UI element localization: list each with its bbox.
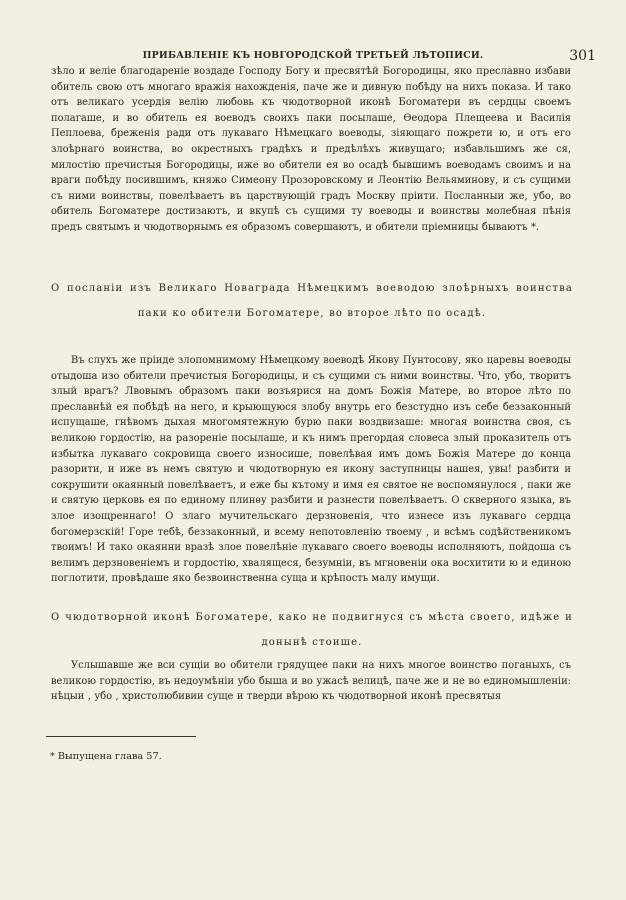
paragraph-block — [51, 353, 571, 587]
footnote: * Выпущена глава 57. — [50, 751, 162, 762]
footnote-divider — [46, 736, 196, 737]
paragraph-continuation — [51, 64, 571, 236]
paragraph-text: Услышавше же вси сущіи во обители грядущее паки на нихъ многое воинство поганыхъ, съ великою гордостію, въ недоумѣніи убо быша и во ужасѣ велицѣ, паче же и не во единомышленіи: нѣцыи , убо , христолюбивии суще и тверди вѣрою къ чюдотворной иконѣ пресвятыя — [51, 660, 571, 703]
chapter-heading: О чюдотворной иконѣ Богоматере, како не подвигнуся съ мѣста своего, идѣже и донынѣ стоише. — [51, 612, 573, 648]
page-number: 301 — [569, 48, 596, 64]
paragraph-text: зѣло и веліе благодареніе воздаде Господу Богу и пресвятѣй Богородицы, яко преславно избави обитель свою отъ многаго вражія нахожденія, паче же и дивную побѣду на нихъ показа. И тако отъ великаго усердія велію любовь къ чюдотворной иконѣ Богоматери въ сердцы своемъ полагаше, и во обитель ея воеводъ своихъ паки посылаше, Ѳеодора Плещеева и Василія Пеплоева, бреженія ради отъ лукаваго Нѣмецкаго воеводы, зіяющаго пожрети ю, и отъ его злоѣрнаго воинства, во окрестныхъ градѣхъ и предѣлѣхъ живущаго; избавльшимъ же ся, милостію пречистыя Богородицы, иже во обители ея во осадѣ бывшимъ воеводамъ своимъ и на враги побѣду посившимъ, княжо Симеону Прозоровскому и Леонтію Вельяминову, и съ сущими съ ними воинствы, повелѣваетъ въ царствующій градъ Москву пріити. Посланныи же, убо, во обитель Богоматере достизаютъ, и вкупѣ съ сущими ту воеводы и воинствы молебная пѣнія предъ святымъ и чюдотворнымъ ея образомъ совершаютъ, и обители пріемницы бываютъ *. — [51, 66, 571, 233]
paragraph-text: Въ слухъ же пріиде злопомнимому Нѣмецкому воеводѣ Якову Пунтосову, яко царевы воеводы отыдоша изо обители пречистыя Богородицы, и съ сущими съ ними воинствы. Что, убо, творитъ злый врагъ? Лвовымъ образомъ паки возъярися на домъ Божія Матере, во второе лѣто по преславнѣй ея побѣдѣ на него, и крыющуюся злобу внутрь его безстудно изъ себе беззаконный испущаше, гнѣвомъ дыхая многомятежную бурю паки воздвизаше: многая воинства своя, съ великою гордостію, на разореніе посылаше, и къ нимъ прегордая словеса злый проказитель отъ избытка лукаваго сокровища своего износише, повелѣвая имъ домъ Божія Матере до конца разорити, и иже въ немъ святую и чюдотворную ея икону заступницы нашея, увы! разбити и сокрушити окаянный повелѣваетъ, и еже бы кътому и имя ея святое не воспомянулося , паки же и святую церковь ея по единому плинѳу разбити и разнести повелѣваетъ. О скверного языка, въ злое изощреннаго! О злаго мучительскаго дерзновенія, что изнесе изъ лукаваго сердца богомерзскій! Горе тебѣ, беззаконный, и всему непотовленію твоему , и всѣмъ содѣйственикомъ твоимъ! И тако окаянни вразѣ злое повелѣніе лукаваго своего воеводы исполняютъ, пойдоша съ велимъ дерзновеніемъ и гордостію, хвалящеся, безумніи, въ мгновеніи ока восхитити ю и единою поглотити, провѣдаше яко безвоинственна суща и крѣпость малу имущи. — [51, 355, 571, 585]
chapter-heading: О посланіи изъ Великаго Новаграда Нѣмецкимъ воеводою злоѣрныхъ воинства паки ко обители Богоматере, во второе лѣто по осадѣ. — [51, 283, 573, 319]
paragraph-block — [51, 658, 571, 705]
running-title: ПРИБАВЛЕНІЕ КЪ НОВГОРОДСКОЙ ТРЕТЬЕЙ ЛѢТОПИСИ. — [142, 50, 484, 61]
